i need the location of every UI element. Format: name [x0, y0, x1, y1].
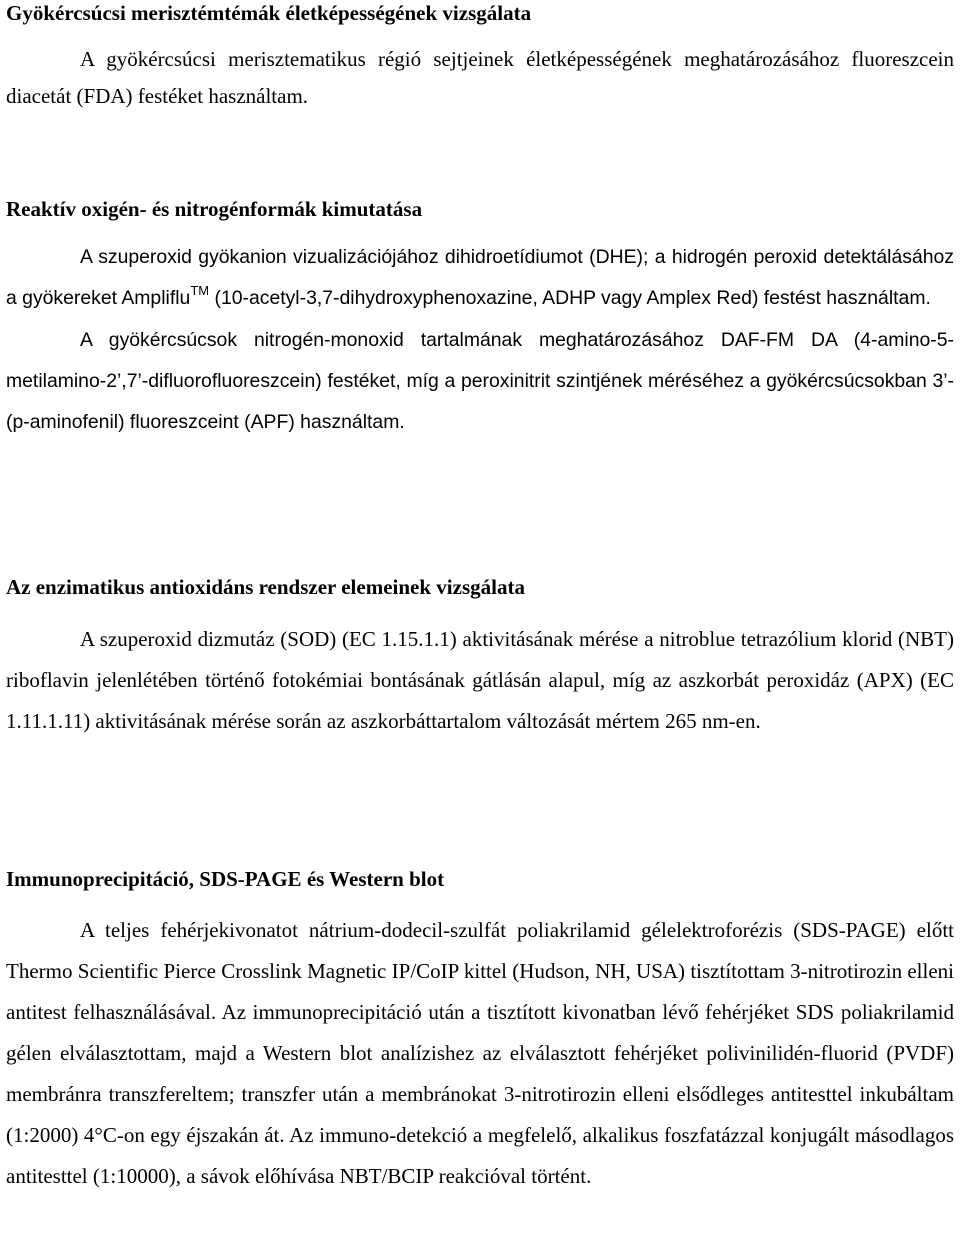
paragraph: A gyökércsúcsok nitrogén-monoxid tartalmának meghatározásához DAF-FM DA (4-amino-5-metilamino-2’,7’-difluorofluoreszcein) festéket, míg a peroxinitrit szintjének méréséhez a gyökércsúcsokban 3’-(p-aminofenil) fluoreszceint (APF) használtam. [6, 329, 954, 433]
section-heading: Az enzimatikus antioxidáns rendszer elemeinek vizsgálata [6, 575, 525, 599]
trademark-superscript: TM [190, 283, 210, 298]
paragraph: A gyökércsúcsi merisztematikus régió sejtjeinek életképességének meghatározásához fluoreszcein diacetát (FDA) festéket használtam. [6, 47, 954, 108]
paragraph [6, 237, 954, 319]
paragraph-text: A szuperoxid gyökanion vizualizációjához dihidroetídiumot (DHE); a hidrogén peroxid detektálásához a gyökereket Ampliflu [6, 246, 954, 309]
section-viability [6, 0, 954, 115]
paragraph: A teljes fehérjekivonatot nátrium-dodecil-szulfát poliakrilamid gélelektroforézis (SDS-PAGE) előtt Thermo Scientific Pierce Crosslink Magnetic IP/CoIP kittel (Hudson, NH, USA) tisztítottam 3-nitrotirozin elleni antitest felhasználásával. Az immunoprecipitáció után a tisztított kivonatban lévő fehérjéket SDS poliakrilamid gélen elválasztottam, majd a Western blot analízishez az elválasztott fehérjéket polivinilidén-fluorid (PVDF) membránra transzfereltem; transzfer után a membránokat 3-nitrotirozin elleni elsődleges antitesttel inkubáltam (1:2000) 4°C-on egy éjszakán át. Az immuno-detekció a megfelelő, alkalikus foszfatázzal konjugált másodlagos antitesttel (1:10000), a sávok előhívása NBT/BCIP reakcióval történt. [6, 918, 954, 1188]
paragraph: A szuperoxid dizmutáz (SOD) (EC 1.15.1.1) aktivitásának mérése a nitroblue tetrazólium klorid (NBT) riboflavin jelenlétében történő fotokémiai bontásának gátlásán alapul, míg az aszkorbát peroxidáz (APX) (EC 1.11.1.11) aktivitásának mérése során az aszkorbáttartalom változását mértem 265 nm-en. [6, 627, 954, 733]
section-heading: Reaktív oxigén- és nitrogénformák kimutatása [6, 197, 423, 221]
section-antioxidant [6, 574, 954, 742]
section-immunoprecipitation [6, 866, 954, 1197]
section-heading: Gyökércsúcsi merisztémtémák életképességének vizsgálata [6, 1, 532, 25]
paragraph-text: (10-acetyl-3,7-dihydroxyphenoxazine, ADHP vagy Amplex Red) festést használtam. [209, 287, 931, 309]
section-heading: Immunoprecipitáció, SDS-PAGE és Western blot [6, 867, 445, 891]
section-ros-rns [6, 196, 954, 443]
